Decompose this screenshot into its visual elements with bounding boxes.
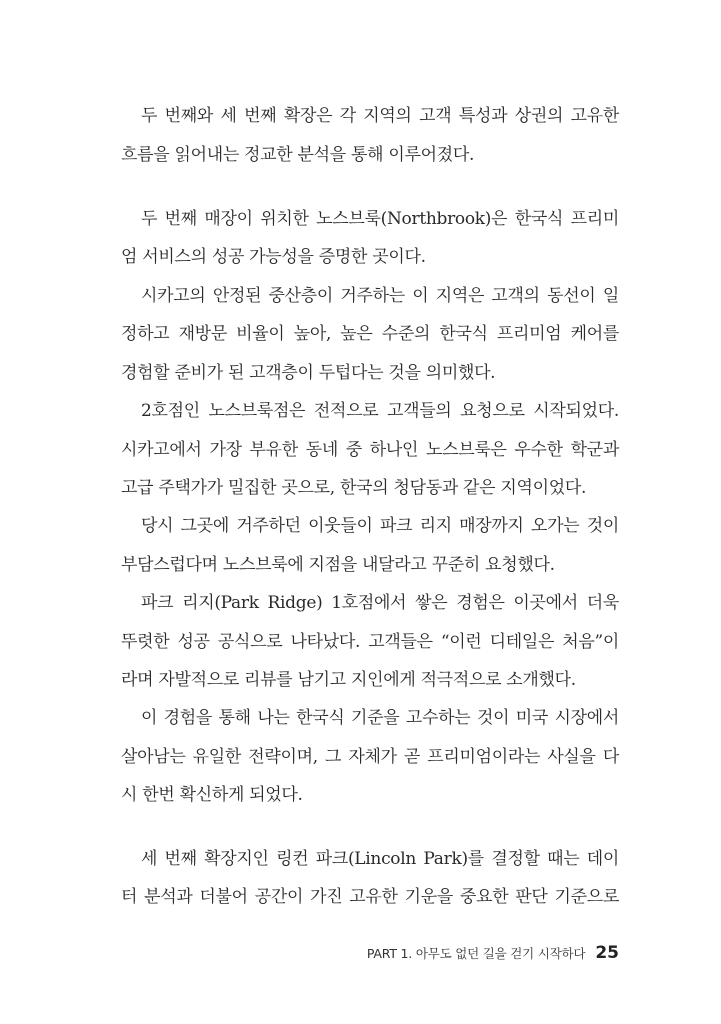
paragraph-line: 엄 서비스의 성공 가능성을 증명한 곳이다.	[121, 247, 426, 267]
running-footer-title: PART 1. 아무도 없던 길을 걷기 시작하다	[366, 946, 586, 961]
paragraph-line: 이 경험을 통해 나는 한국식 기준을 고수하는 것이 미국 시장에서	[141, 708, 619, 728]
paragraph-line: 흐름을 읽어내는 정교한 분석을 통해 이루어졌다.	[121, 145, 475, 165]
paragraph-line: 고급 주택가가 밀집한 곳으로, 한국의 청담동과 같은 지역이었다.	[121, 478, 587, 498]
paragraph-line: 뚜렷한 성공 공식으로 나타났다. 고객들은 “이런 디테일은 처음”이	[121, 632, 619, 652]
paragraph-line: 터 분석과 더불어 공간이 가진 고유한 기운을 중요한 판단 기준으로	[121, 887, 619, 907]
paragraph-line: 2호점인 노스브룩점은 전적으로 고객들의 요청으로 시작되었다.	[141, 401, 619, 421]
paragraph-line: 라며 자발적으로 리뷰를 남기고 지인에게 적극적으로 소개했다.	[121, 670, 576, 690]
paragraph-line: 부담스럽다며 노스브룩에 지점을 내달라고 꾸준히 요청했다.	[121, 555, 555, 575]
page-footer	[367, 943, 619, 963]
paragraph-line: 시 한번 확신하게 되었다.	[121, 785, 303, 805]
paragraph-line: 살아남는 유일한 전략이며, 그 자체가 곧 프리미엄이라는 사실을 다	[121, 747, 619, 767]
paragraph-line: 시카고에서 가장 부유한 동네 중 하나인 노스브룩은 우수한 학군과	[121, 440, 619, 460]
page-number: 25	[595, 943, 619, 963]
paragraph-line: 두 번째 매장이 위치한 노스브룩(Northbrook)은 한국식 프리미	[141, 209, 619, 229]
paragraph-line: 경험할 준비가 된 고객층이 두텁다는 것을 의미했다.	[121, 363, 496, 383]
paragraph-line: 파크 리지(Park Ridge) 1호점에서 쌓은 경험은 이곳에서 더욱	[141, 593, 619, 613]
paragraph-line: 시카고의 안정된 중산층이 거주하는 이 지역은 고객의 동선이 일	[141, 286, 619, 306]
paragraph-line: 당시 그곳에 거주하던 이웃들이 파크 리지 매장까지 오가는 것이	[141, 516, 619, 536]
paragraph-line: 정하고 재방문 비율이 높아, 높은 수준의 한국식 프리미엄 케어를	[121, 324, 619, 344]
paragraph-line: 두 번째와 세 번째 확장은 각 지역의 고객 특성과 상권의 고유한	[141, 106, 619, 126]
paragraph-line: 세 번째 확장지인 링컨 파크(Lincoln Park)를 결정할 때는 데이	[141, 849, 619, 869]
